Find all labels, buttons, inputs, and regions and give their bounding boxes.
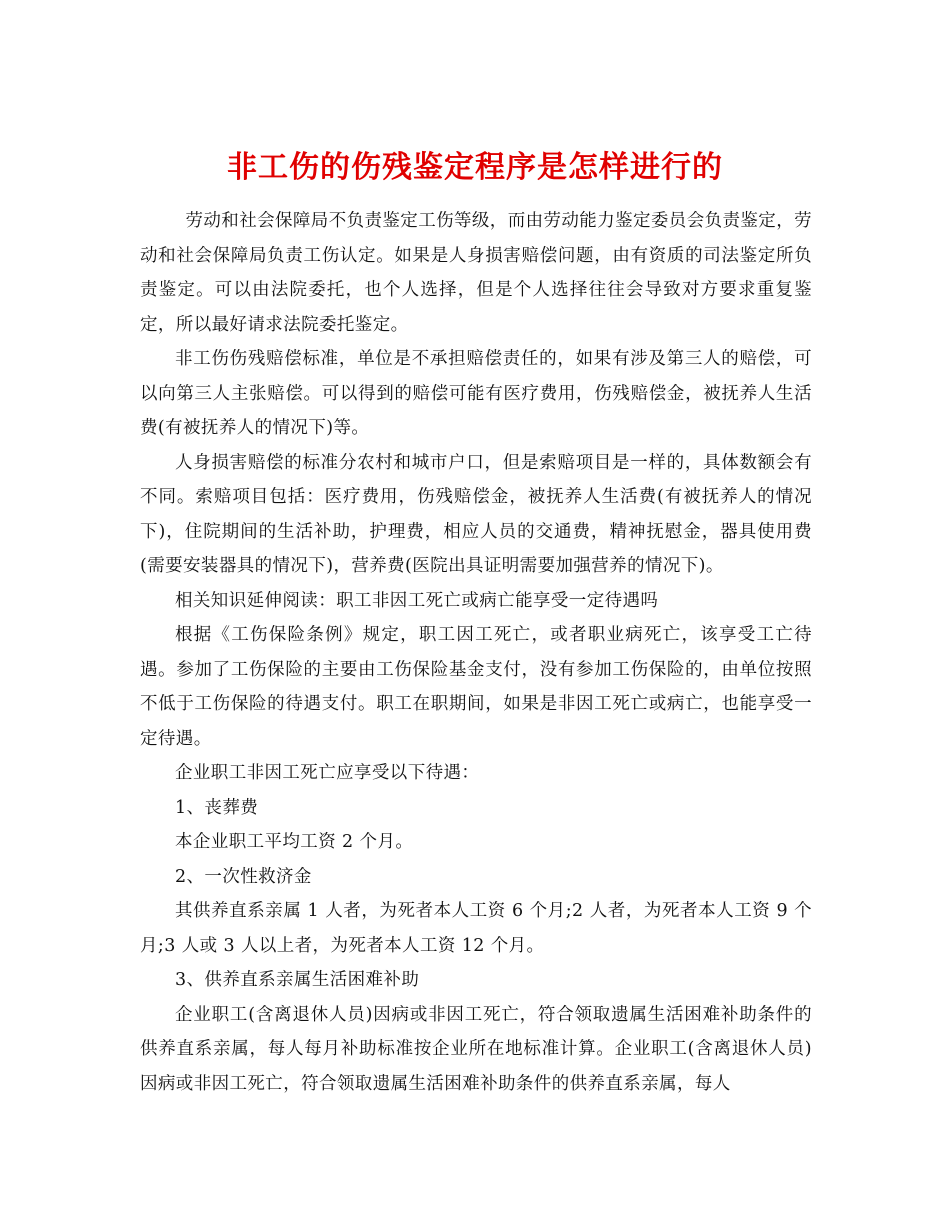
paragraph: 非工伤伤残赔偿标准，单位是不承担赔偿责任的，如果有涉及第三人的赔偿，可以向第三人主张赔偿。可以得到的赔偿可能有医疗费用，伤残赔偿金，被抚养人生活费(有被抚养人的情况下)等。 <box>140 349 812 438</box>
list-heading: 1、丧葬费 <box>175 797 259 818</box>
document-body <box>140 204 812 1101</box>
list-heading: 2、一次性救济金 <box>175 866 312 887</box>
paragraph: 本企业职工平均工资 2 个月。 <box>175 832 414 852</box>
document-title: 非工伤的伤残鉴定程序是怎样进行的 <box>227 150 723 186</box>
paragraph: 企业职工(含离退休人员)因病或非因工死亡，符合领取遗属生活困难补助条件的供养直系亲属，每人每月补助标准按企业所在地标准计算。企业职工(含离退休人员)因病或非因工死亡，符合领取遗属生活困难补助条件的供养直系亲属，每人 <box>140 1004 812 1094</box>
list-heading: 3、供养直系亲属生活困难补助 <box>175 970 420 990</box>
paragraph: 其供养直系亲属 1 人者，为死者本人工资 6 个月;2 人者，为死者本人工资 9 个月;3 人或 3 人以上者，为死者本人工资 12 个月。 <box>140 901 812 956</box>
paragraph: 相关知识延伸阅读：职工非因工死亡或病亡能享受一定待遇吗 <box>175 590 659 611</box>
paragraph: 企业职工非因工死亡应享受以下待遇： <box>175 763 480 783</box>
paragraph: 人身损害赔偿的标准分农村和城市户口，但是索赔项目是一样的，具体数额会有不同。索赔项目包括：医疗费用，伤残赔偿金，被抚养人生活费(有被抚养人的情况下)，住院期间的生活补助，护理费，相应人员的交通费，精神抚慰金，器具使用费(需要安装器具的情况下)，营养费(医院出具证明需要加强营养的情况下)。 <box>140 452 812 576</box>
paragraph: 根据《工伤保险条例》规定，职工因工死亡，或者职业病死亡，该享受工亡待遇。参加了工伤保险的主要由工伤保险基金支付，没有参加工伤保险的，由单位按照不低于工伤保险的待遇支付。职工在职期间，如果是非因工死亡或病亡，也能享受一定待遇。 <box>140 625 812 749</box>
paragraph: 劳动和社会保障局不负责鉴定工伤等级，而由劳动能力鉴定委员会负责鉴定，劳动和社会保障局负责工伤认定。如果是人身损害赔偿问题，由有资质的司法鉴定所负责鉴定。可以由法院委托，也个人选择，但是个人选择往往会导致对方要求重复鉴定，所以最好请求法院委托鉴定。 <box>140 211 812 335</box>
